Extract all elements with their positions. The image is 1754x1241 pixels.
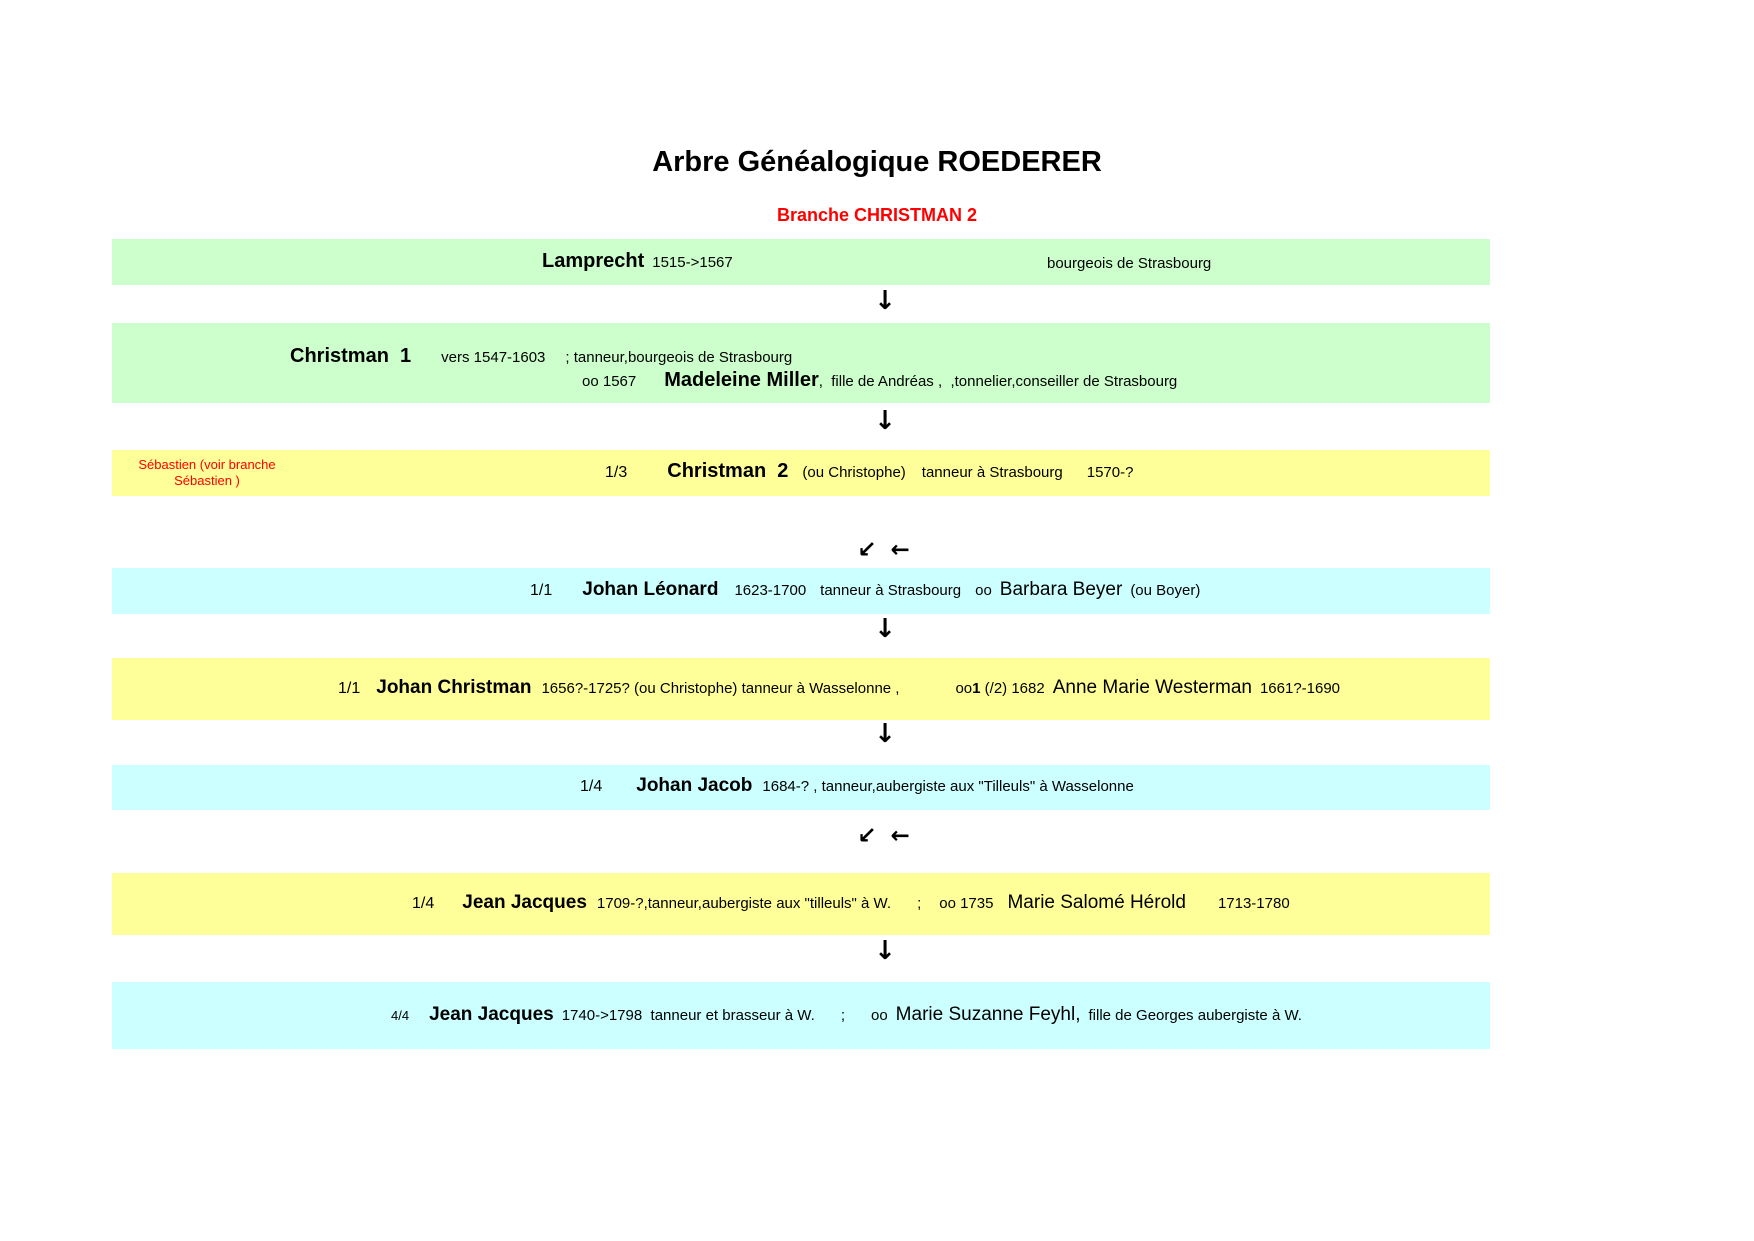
- person-name: Johan Christman: [376, 677, 532, 698]
- spouse-alias: (ou Boyer): [1130, 582, 1201, 599]
- occupation-text: ; tanneur,bourgeois de Strasbourg: [565, 349, 793, 366]
- person-details: 1684-? , tanneur,aubergiste aux "Tilleuls" à Wasselonne: [762, 778, 1134, 795]
- marriage-text: oo: [955, 680, 973, 697]
- sibling-ratio: 1/4: [580, 778, 603, 795]
- page-subtitle: Branche CHRISTMAN 2: [776, 205, 978, 225]
- person-row-jean-jacques-1709: [112, 873, 1490, 935]
- person-alias: (ou Christophe): [802, 464, 906, 481]
- person-details: 1656?-1725? (ou Christophe) tanneur à Wasselonne ,: [541, 680, 900, 697]
- marriage-text: oo 1567: [582, 373, 637, 390]
- spouse-dates: 1661?-1690: [1259, 680, 1341, 697]
- spouse-name: Barbara Beyer: [999, 579, 1123, 600]
- branch-side-note: [116, 457, 298, 490]
- spouse-name: Madeleine Miller: [664, 369, 819, 391]
- sibling-ratio: 1/1: [338, 680, 361, 697]
- person-name: Christman 1: [290, 345, 412, 367]
- life-dates: 1515->1567: [652, 254, 733, 271]
- person-row-johan-leonard: [112, 568, 1490, 614]
- spouse-name: Marie Suzanne Feyhl,: [895, 1004, 1081, 1025]
- person-name: Jean Jacques: [462, 892, 587, 913]
- spouse-note: , fille de Andréas , ,tonnelier,conseiller de Strasbourg: [818, 373, 1178, 390]
- person-row-johan-jacob: [112, 765, 1490, 810]
- person-line: [580, 775, 1134, 797]
- sibling-ratio: 1/1: [530, 582, 553, 599]
- life-dates: vers 1547-1603: [441, 349, 546, 366]
- life-dates: 1570-?: [1086, 464, 1134, 481]
- page-title: Arbre Généalogique ROEDERER: [652, 146, 1102, 178]
- marriage-line: [582, 369, 1177, 392]
- person-line: [530, 579, 1200, 601]
- person-name: Lamprecht: [542, 250, 645, 272]
- branch-note-line1: Sébastien (voir branche: [138, 457, 276, 472]
- spouse-dates: 1713-1780: [1217, 895, 1290, 912]
- down-arrow-icon: ↓: [874, 286, 896, 316]
- person-row-johan-christman: [112, 658, 1490, 720]
- marriage-text: oo: [870, 1007, 888, 1024]
- spouse-note: fille de Georges aubergiste à W.: [1088, 1007, 1302, 1024]
- sibling-ratio: 1/4: [412, 895, 435, 912]
- occupation-text: tanneur à Strasbourg: [820, 582, 962, 599]
- marriage-text: oo 1735: [939, 895, 994, 912]
- occupation-text: tanneur à Strasbourg: [921, 464, 1063, 481]
- person-note-line: [1047, 255, 1211, 272]
- merge-arrows-icon: ↙ ←: [857, 823, 913, 849]
- person-row-christman-2: [112, 450, 1490, 496]
- sibling-ratio: 1/3: [605, 464, 628, 481]
- person-name: Johan Léonard: [582, 579, 719, 600]
- person-line: [412, 892, 1290, 914]
- person-line: [605, 460, 1133, 483]
- merge-arrows-icon: ↙ ←: [857, 537, 913, 563]
- marriage-text: oo: [975, 582, 992, 599]
- down-arrow-icon: ↓: [874, 406, 896, 436]
- person-details: 1709-?,tanneur,aubergiste aux "tilleuls" à W.: [596, 895, 892, 912]
- person-row-jean-jacques-1740: [112, 982, 1490, 1049]
- person-name: Jean Jacques: [429, 1004, 554, 1025]
- branch-note-line2: Sébastien ): [174, 473, 240, 489]
- marriage-year: (/2) 1682: [980, 680, 1045, 697]
- life-dates: 1623-1700: [734, 582, 807, 599]
- person-row-lamprecht: [112, 239, 1490, 285]
- person-row-christman-1: [112, 323, 1490, 403]
- person-line: [391, 1004, 1302, 1026]
- down-arrow-icon: ↓: [874, 719, 896, 749]
- down-arrow-icon: ↓: [874, 936, 896, 966]
- sibling-ratio: 4/4: [391, 1008, 410, 1023]
- person-line: [338, 677, 1340, 699]
- separator-text: ;: [917, 895, 922, 912]
- occupation-text: bourgeois de Strasbourg: [1047, 255, 1212, 272]
- spouse-name: Anne Marie Westerman: [1052, 677, 1252, 698]
- down-arrow-icon: ↓: [874, 614, 896, 644]
- person-line: [542, 250, 733, 273]
- person-line: [290, 345, 792, 368]
- person-details: 1740->1798 tanneur et brasseur à W.: [561, 1007, 815, 1024]
- person-name: Christman 2: [667, 460, 789, 482]
- spouse-name: Marie Salomé Hérold: [1007, 892, 1186, 913]
- person-name: Johan Jacob: [636, 775, 753, 796]
- separator-text: ;: [840, 1007, 845, 1024]
- marriage-number: 1: [972, 680, 981, 697]
